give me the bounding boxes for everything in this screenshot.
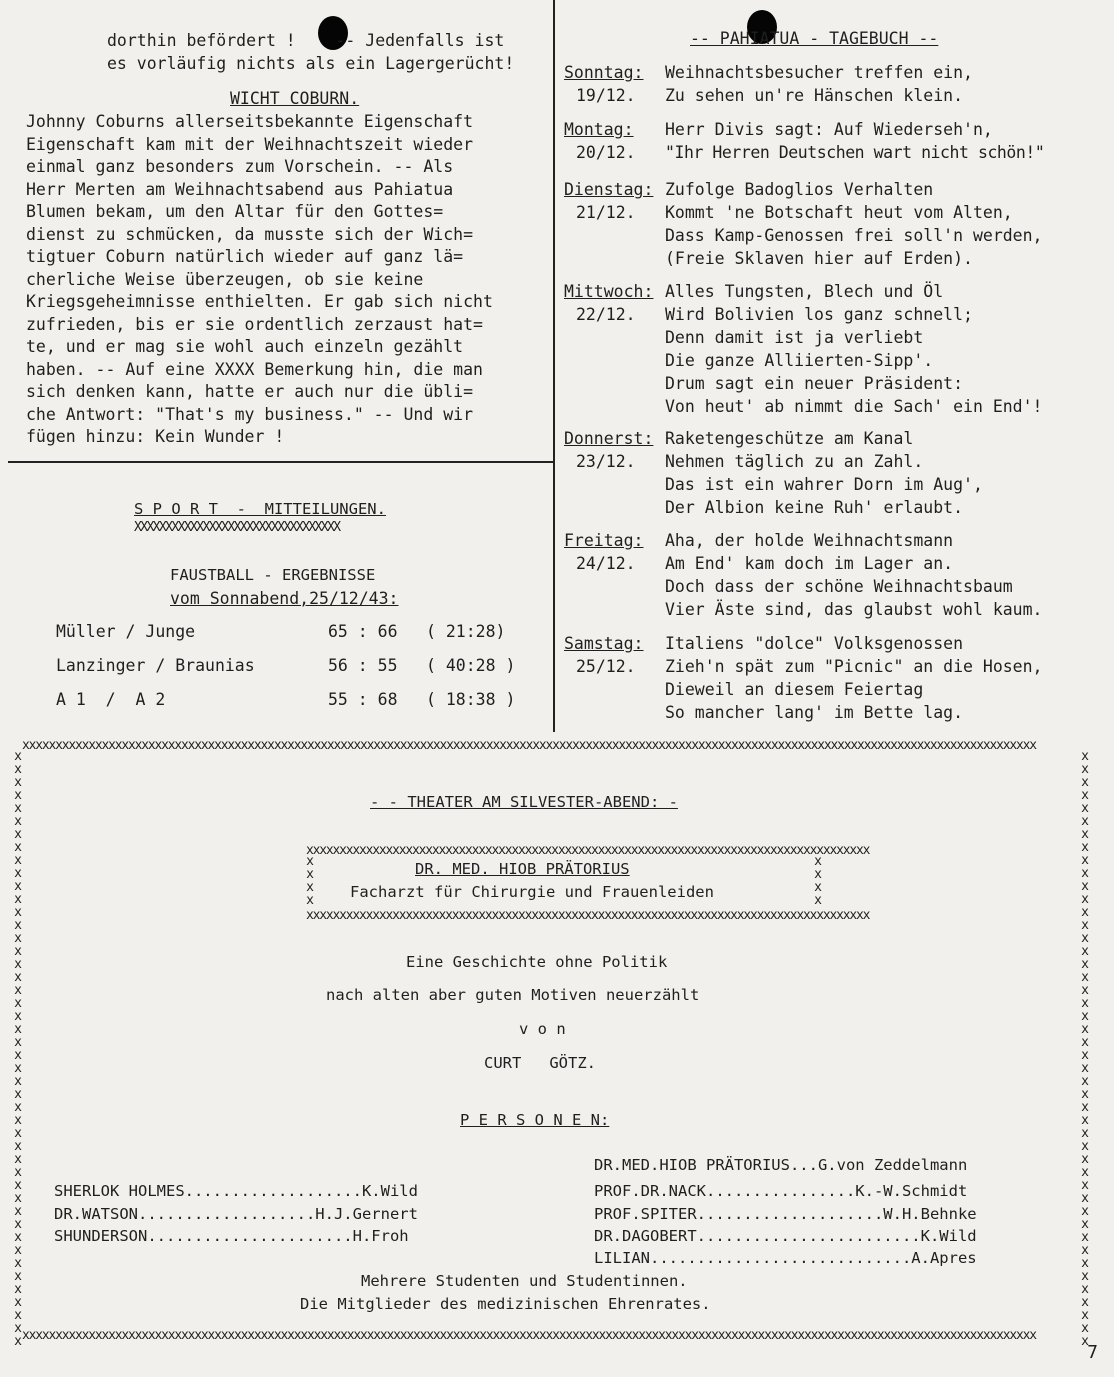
score-teams: A 1 / A 2 bbox=[56, 690, 166, 709]
verse-line: Alles Tungsten, Blech und Öl bbox=[665, 282, 944, 301]
text-line: haben. -- Auf eine XXXX Bemerkung hin, die man bbox=[26, 359, 483, 379]
text-line: Blumen bekam, um den Altar für den Gottes= bbox=[26, 202, 444, 221]
cast-extra-1: Mehrere Studenten und Studentinnen. bbox=[361, 1272, 688, 1290]
personen-heading: P E R S O N E N: bbox=[460, 1111, 610, 1129]
day-label: Donnerst: bbox=[564, 429, 654, 448]
play-subtitle: Facharzt für Chirurgie und Frauenleiden bbox=[350, 883, 714, 901]
text-line: fügen hinzu: Kein Wunder ! bbox=[26, 427, 285, 446]
text-line: Herr Merten am Weihnachtsabend aus Pahiatua bbox=[26, 179, 454, 199]
text-line: es vorläufig nichts als ein Lagergerücht! bbox=[107, 54, 515, 73]
title-box-bottom: xxxxxxxxxxxxxxxxxxxxxxxxxxxxxxxxxxxxxxxxxxxxxxxxxxxxxxxxxxxxxxxxxxxxxxxxxxxxxxxxxxxxx bbox=[306, 908, 870, 923]
day-label: Mittwoch: bbox=[564, 282, 654, 301]
score-final: 56 : 55 bbox=[328, 656, 398, 675]
text-line: Johnny Coburns allerseitsbekannte Eigenschaft bbox=[26, 112, 474, 131]
score-half: ( 21:28) bbox=[426, 622, 506, 641]
cast-entry: SHUNDERSON......................H.Froh bbox=[54, 1227, 409, 1245]
sport-title: S P O R T - MITTEILUNGEN. bbox=[134, 500, 386, 518]
verse-line: Denn damit ist ja verliebt bbox=[665, 328, 924, 347]
sport-strike: XXXXXXXXXXXXXXXXXXXXXXXXXXXXXXXXX bbox=[134, 520, 340, 535]
verse-line: Vier Äste sind, das glaubst wohl kaum. bbox=[665, 600, 1043, 619]
verse-line: Zu sehen un're Hänschen klein. bbox=[665, 86, 964, 105]
text-line: einmal ganz besonders zum Vorschein. -- Als bbox=[26, 157, 454, 176]
cast-entry: DR.MED.HIOB PRÄTORIUS...G.von Zeddelmann bbox=[594, 1156, 968, 1174]
play-desc-1: Eine Geschichte ohne Politik bbox=[406, 953, 668, 971]
verse-line: Am End' kam doch im Lager an. bbox=[665, 554, 954, 573]
title-box-top: xxxxxxxxxxxxxxxxxxxxxxxxxxxxxxxxxxxxxxxxxxxxxxxxxxxxxxxxxxxxxxxxxxxxxxxxxxxxxxxxxxxxx bbox=[306, 843, 870, 858]
cast-entry: PROF.DR.NACK................K.-W.Schmidt bbox=[594, 1182, 968, 1200]
verse-line: So mancher lang' im Bette lag. bbox=[665, 703, 964, 722]
faustball-title: FAUSTBALL - ERGEBNISSE bbox=[170, 566, 376, 584]
cast-entry: DR.WATSON...................H.J.Gernert bbox=[54, 1205, 418, 1223]
verse-line: Zufolge Badoglios Verhalten bbox=[665, 180, 934, 199]
verse-line: Der Albion keine Ruh' erlaubt. bbox=[665, 498, 964, 517]
score-final: 55 : 68 bbox=[328, 690, 398, 709]
tagebuch-title: -- PAHIATUA - TAGEBUCH -- bbox=[690, 29, 939, 48]
text-line: te, und er mag sie wohl auch einzeln gezählt bbox=[26, 337, 464, 356]
verse-line: Wird Bolivien los ganz schnell; bbox=[665, 305, 973, 324]
cast-entry: SHERLOK HOLMES...................K.Wild bbox=[54, 1182, 418, 1200]
play-author: CURT GÖTZ. bbox=[484, 1054, 596, 1072]
title-box-left: x x x x bbox=[306, 854, 314, 908]
score-final: 65 : 66 bbox=[328, 622, 398, 641]
theater-heading: - - THEATER AM SILVESTER-ABEND: - bbox=[370, 793, 678, 811]
day-label: Montag: bbox=[564, 120, 634, 139]
day-date: 21/12. bbox=[576, 203, 636, 222]
text-line: cherliche Weise überzeugen, ob sie keine bbox=[26, 269, 424, 289]
x-border-bottom: xxxxxxxxxxxxxxxxxxxxxxxxxxxxxxxxxxxxxxxxxxxxxxxxxxxxxxxxxxxxxxxxxxxxxxxxxxxxxxxxxxxxxxxxxxxxxxxxxxxxxxxxxxxxxxxxxxxxxxxxxxxxxxxxxxxxxxxxxxxxxxxxxxxxxxxxx bbox=[22, 1328, 1036, 1343]
verse-line: Nehmen täglich zu an Zahl. bbox=[665, 452, 924, 471]
score-teams: Lanzinger / Braunias bbox=[56, 656, 255, 675]
wicht-title: WICHT COBURN. bbox=[230, 89, 360, 108]
day-label: Samstag: bbox=[564, 634, 644, 653]
x-border-left: x x x x x x x x x x x x x x x x x x x x x x x x x x x x x x x x x x x x x x x x x x x x x x bbox=[14, 749, 22, 1349]
day-date: 22/12. bbox=[576, 305, 636, 324]
day-label: Sonntag: bbox=[564, 63, 644, 82]
day-label: Dienstag: bbox=[564, 180, 654, 199]
day-date: 23/12. bbox=[576, 452, 636, 471]
verse-line: Weihnachtsbesucher treffen ein, bbox=[665, 63, 973, 82]
score-teams: Müller / Junge bbox=[56, 622, 196, 641]
page-number: 7 bbox=[1087, 1342, 1098, 1363]
day-date: 20/12. bbox=[576, 143, 636, 162]
text-line: dienst zu schmücken, da musste sich der Wich= bbox=[26, 224, 474, 244]
text-line: zufrieden, bis er sie ordentlich zerzaust hat= bbox=[26, 314, 483, 334]
text-line: sich denken kann, hatte er auch nur die übli= bbox=[26, 382, 474, 401]
play-desc-2: nach alten aber guten Motiven neuerzählt bbox=[326, 986, 700, 1004]
day-date: 19/12. bbox=[576, 86, 636, 105]
verse-line: Italiens "dolce" Volksgenossen bbox=[665, 634, 964, 653]
text-line: Eigenschaft kam mit der Weihnachtszeit wieder bbox=[26, 134, 474, 154]
x-border-right: x x x x x x x x x x x x x x x x x x x x x x x x x x x x x x x x x x x x x x x x x x x x x x bbox=[1081, 749, 1089, 1349]
text-line: tigtuer Coburn natürlich wieder auf ganz lä= bbox=[26, 247, 464, 266]
column-divider bbox=[553, 0, 555, 732]
text-line: che Antwort: "That's my business." -- Und wir bbox=[26, 404, 474, 424]
left-section-divider bbox=[8, 461, 554, 463]
verse-line: Raketengeschütze am Kanal bbox=[665, 429, 914, 448]
x-border-top: xxxxxxxxxxxxxxxxxxxxxxxxxxxxxxxxxxxxxxxxxxxxxxxxxxxxxxxxxxxxxxxxxxxxxxxxxxxxxxxxxxxxxxxxxxxxxxxxxxxxxxxxxxxxxxxxxxxxxxxxxxxxxxxxxxxxxxxxxxxxxxxxxxxxxxxxx bbox=[22, 738, 1036, 753]
verse-line: Kommt 'ne Botschaft heut vom Alten, bbox=[665, 203, 1013, 222]
cast-extra-2: Die Mitglieder des medizinischen Ehrenrates. bbox=[300, 1295, 711, 1313]
verse-line: Von heut' ab nimmt die Sach' ein End'! bbox=[665, 397, 1043, 416]
text-line: dorthin befördert ! -- Jedenfalls ist bbox=[107, 31, 505, 50]
text-line: Kriegsgeheimnisse enthielten. Er gab sich nicht bbox=[26, 292, 493, 311]
day-date: 24/12. bbox=[576, 554, 636, 573]
verse-line: (Freie Sklaven hier auf Erden). bbox=[665, 249, 973, 268]
verse-line: Dass Kamp-Genossen frei soll'n werden, bbox=[665, 226, 1043, 245]
day-date: 25/12. bbox=[576, 657, 636, 676]
verse-line: Aha, der holde Weihnachtsmann bbox=[665, 531, 954, 550]
score-half: ( 18:38 ) bbox=[426, 690, 516, 709]
cast-entry: DR.DAGOBERT........................K.Wild bbox=[594, 1227, 977, 1245]
cast-entry: LILIAN............................A.Apres bbox=[594, 1249, 977, 1267]
verse-line: Dieweil an diesem Feiertag bbox=[665, 680, 924, 699]
verse-line: Doch dass der schöne Weihnachtsbaum bbox=[665, 577, 1013, 596]
play-title: DR. MED. HIOB PRÄTORIUS bbox=[415, 860, 630, 878]
verse-line: "Ihr Herren Deutschen wart nicht schön!" bbox=[665, 143, 1045, 162]
verse-line: Zieh'n spät zum "Picnic" an die Hosen, bbox=[665, 657, 1043, 676]
day-label: Freitag: bbox=[564, 531, 644, 550]
cast-entry: PROF.SPITER....................W.H.Behnke bbox=[594, 1205, 977, 1223]
title-box-right: x x x x bbox=[814, 854, 822, 908]
faustball-date: vom Sonnabend,25/12/43: bbox=[170, 589, 399, 608]
score-half: ( 40:28 ) bbox=[426, 656, 516, 675]
verse-line: Das ist ein wahrer Dorn im Aug', bbox=[665, 475, 983, 494]
verse-line: Die ganze Alliierten-Sipp'. bbox=[665, 351, 934, 370]
verse-line: Drum sagt ein neuer Präsident: bbox=[665, 374, 964, 393]
verse-line: Herr Divis sagt: Auf Wiederseh'n, bbox=[665, 120, 993, 139]
play-von: v o n bbox=[519, 1020, 566, 1038]
